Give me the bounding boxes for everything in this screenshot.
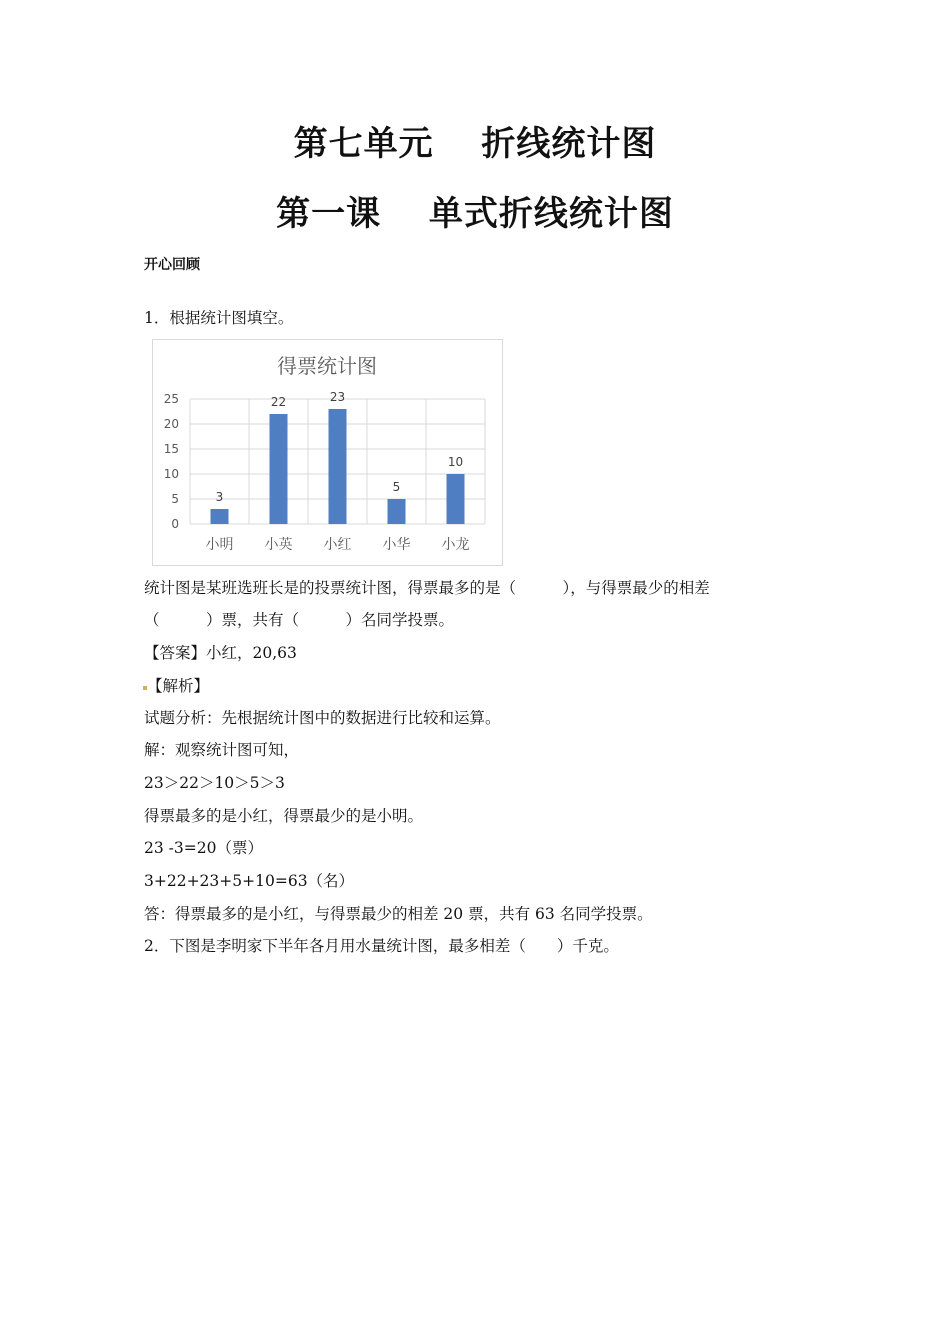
- data-label: 10: [447, 455, 464, 469]
- bar-0: [211, 509, 229, 524]
- y-tick-label: 15: [163, 442, 179, 456]
- y-tick-label: 20: [163, 417, 179, 431]
- chart-title: 得票统计图: [277, 354, 377, 378]
- bar-2: [329, 409, 347, 524]
- data-label: 22: [270, 395, 287, 409]
- q1-text-line2: （ ）票，共有（ ）名同学投票。: [144, 611, 455, 629]
- solution-intro: 解：观察统计图可知，: [144, 741, 300, 759]
- bar-1: [270, 414, 288, 524]
- data-label: 23: [329, 390, 346, 404]
- most-least: 得票最多的是小红，得票最少的是小明。: [144, 807, 424, 825]
- analysis-label: 【解析】: [147, 677, 210, 695]
- analysis: 试题分析：先根据统计图中的数据进行比较和运算。: [144, 709, 501, 727]
- y-tick-label: 0: [171, 517, 179, 531]
- q2-prompt: 2．下图是李明家下半年各月用水量统计图，最多相差（ ）千克。: [144, 937, 619, 955]
- chart-svg: [153, 340, 502, 565]
- section-label: 开心回顾: [144, 257, 200, 273]
- page-subtitle: 第一课 单式折线统计图: [276, 194, 674, 234]
- q1-prompt: 1．根据统计图填空。: [144, 309, 294, 327]
- q1-text-line1: 统计图是某班选班长是的投票统计图，得票最多的是（ ），与得票最少的相差: [144, 579, 710, 597]
- page-title: 第七单元 折线统计图: [293, 124, 657, 164]
- compare: 23＞22＞10＞5＞3: [144, 774, 285, 792]
- calc1: 23 -3=20（票）: [144, 839, 263, 857]
- x-tick-label: 小红: [323, 537, 352, 553]
- data-label: 5: [392, 480, 401, 494]
- y-tick-label: 25: [163, 392, 179, 406]
- y-tick-label: 10: [163, 467, 179, 481]
- x-tick-label: 小明: [205, 537, 234, 553]
- calc2: 3+22+23+5+10=63（名）: [144, 872, 355, 890]
- bar-chart: [152, 339, 503, 566]
- data-label: 3: [215, 490, 224, 504]
- x-tick-label: 小英: [264, 537, 293, 553]
- x-tick-label: 小龙: [441, 537, 470, 553]
- bar-3: [388, 499, 406, 524]
- bar-4: [447, 474, 465, 524]
- answer: 【答案】小红，20,63: [144, 644, 297, 662]
- conclusion: 答：得票最多的是小红，与得票最少的相差 20 票，共有 63 名同学投票。: [144, 905, 653, 923]
- y-tick-label: 5: [171, 492, 179, 506]
- x-tick-label: 小华: [382, 537, 411, 553]
